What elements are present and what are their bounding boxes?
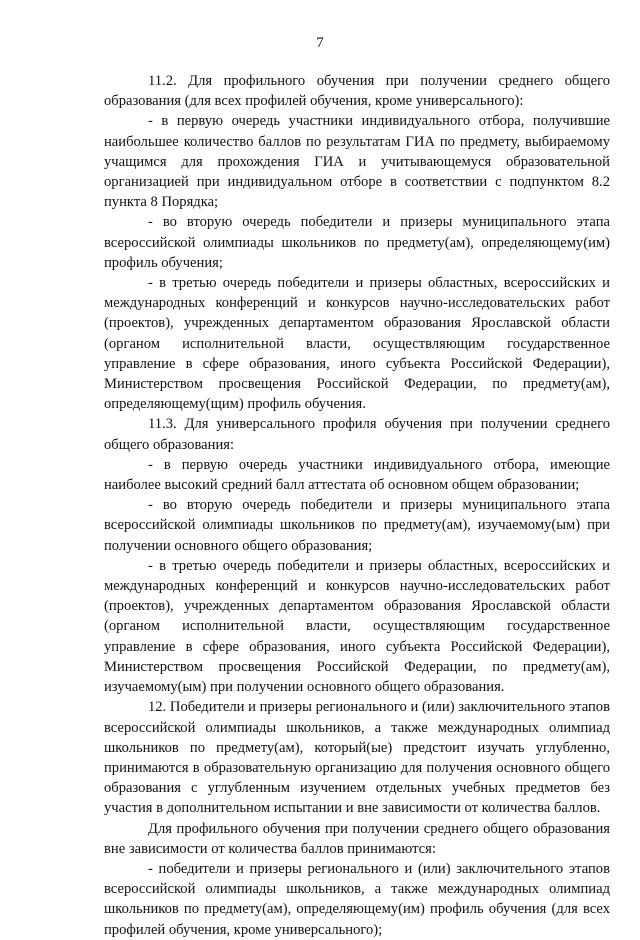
paragraph-11-2-heading: 11.2. Для профильного обучения при получении среднего общего образования (для всех профилей обучения, кроме универсального):: [104, 73, 610, 110]
paragraph-11-2-first-priority: - в первую очередь участники индивидуального отбора, получившие наибольшее количество баллов по результатам ГИА по предмету, выбираемому учащимся для прохождения ГИА и учитывающемуся образовательной организацией при индивидуальном отборе в соответствии с подпунктом 8.2 пункта 8 Порядка;: [104, 113, 610, 211]
paragraph-11-3-third-priority: - в третью очередь победители и призеры областных, всероссийских и международных конференций и конкурсов научно-исследовательских работ (проектов), учрежденных департаментом образования Ярославской области (органом исполнительной власти, осуществляющим государственное управление в сфере образования, иного субъекта Российской Федерации), Министерством просвещения Российской Федерации, по предмету(ам), изучаемому(ым) при получении основного общего образования.: [104, 557, 610, 696]
paragraph-12: 12. Победители и призеры регионального и (или) заключительного этапов всероссийской олимпиады школьников, а также международных олимпиад школьников по предмету(ам), который(ые) предстоит изучать углубленно, принимаются в образовательную организацию для получения основного общего образования с углубленным изучением отдельных учебных предметов без участия в дополнительном испытании и вне зависимости от количества баллов.: [104, 699, 610, 817]
paragraph-profile-admission-item: - победители и призеры регионального и (или) заключительного этапов всероссийской олимпиады школьников, а также международных олимпиад школьников по предмету(ам), определяющему(им) профиль обучения (для всех профилей обучения, кроме универсального);: [104, 860, 610, 938]
paragraph-11-3-first-priority: - в первую очередь участники индивидуального отбора, имеющие наиболее высокий средний балл аттестата об основном общем образовании;: [104, 456, 610, 494]
paragraph-11-2-third-priority: - в третью очередь победители и призеры областных, всероссийских и международных конференций и конкурсов научно-исследовательских работ (проектов), учрежденных департаментом образования Ярославской области (органом исполнительной власти, осуществляющим государственное управление в сфере образования, иного субъекта Российской Федерации), Министерством просвещения Российской Федерации, по предмету(ам), определяющему(щим) профиль обучения.: [104, 275, 610, 413]
paragraph-11-2-second-priority: - во вторую очередь победители и призеры муниципального этапа всероссийской олимпиады школьников по предмету(ам), определяющему(им) профиль обучения;: [104, 214, 610, 271]
paragraph-11-3-second-priority: - во вторую очередь победители и призеры муниципального этапа всероссийской олимпиады школьников по предмету(ам), изучаемому(ым) при получении основного общего образования;: [104, 497, 610, 554]
paragraph-11-3-heading: 11.3. Для универсального профиля обучения при получении среднего общего образования:: [104, 416, 610, 453]
document-body: [104, 71, 610, 940]
paragraph-profile-admission: Для профильного обучения при получении среднего общего образования вне зависимости от количества баллов принимаются:: [104, 820, 610, 857]
page-number: 7: [316, 35, 324, 51]
